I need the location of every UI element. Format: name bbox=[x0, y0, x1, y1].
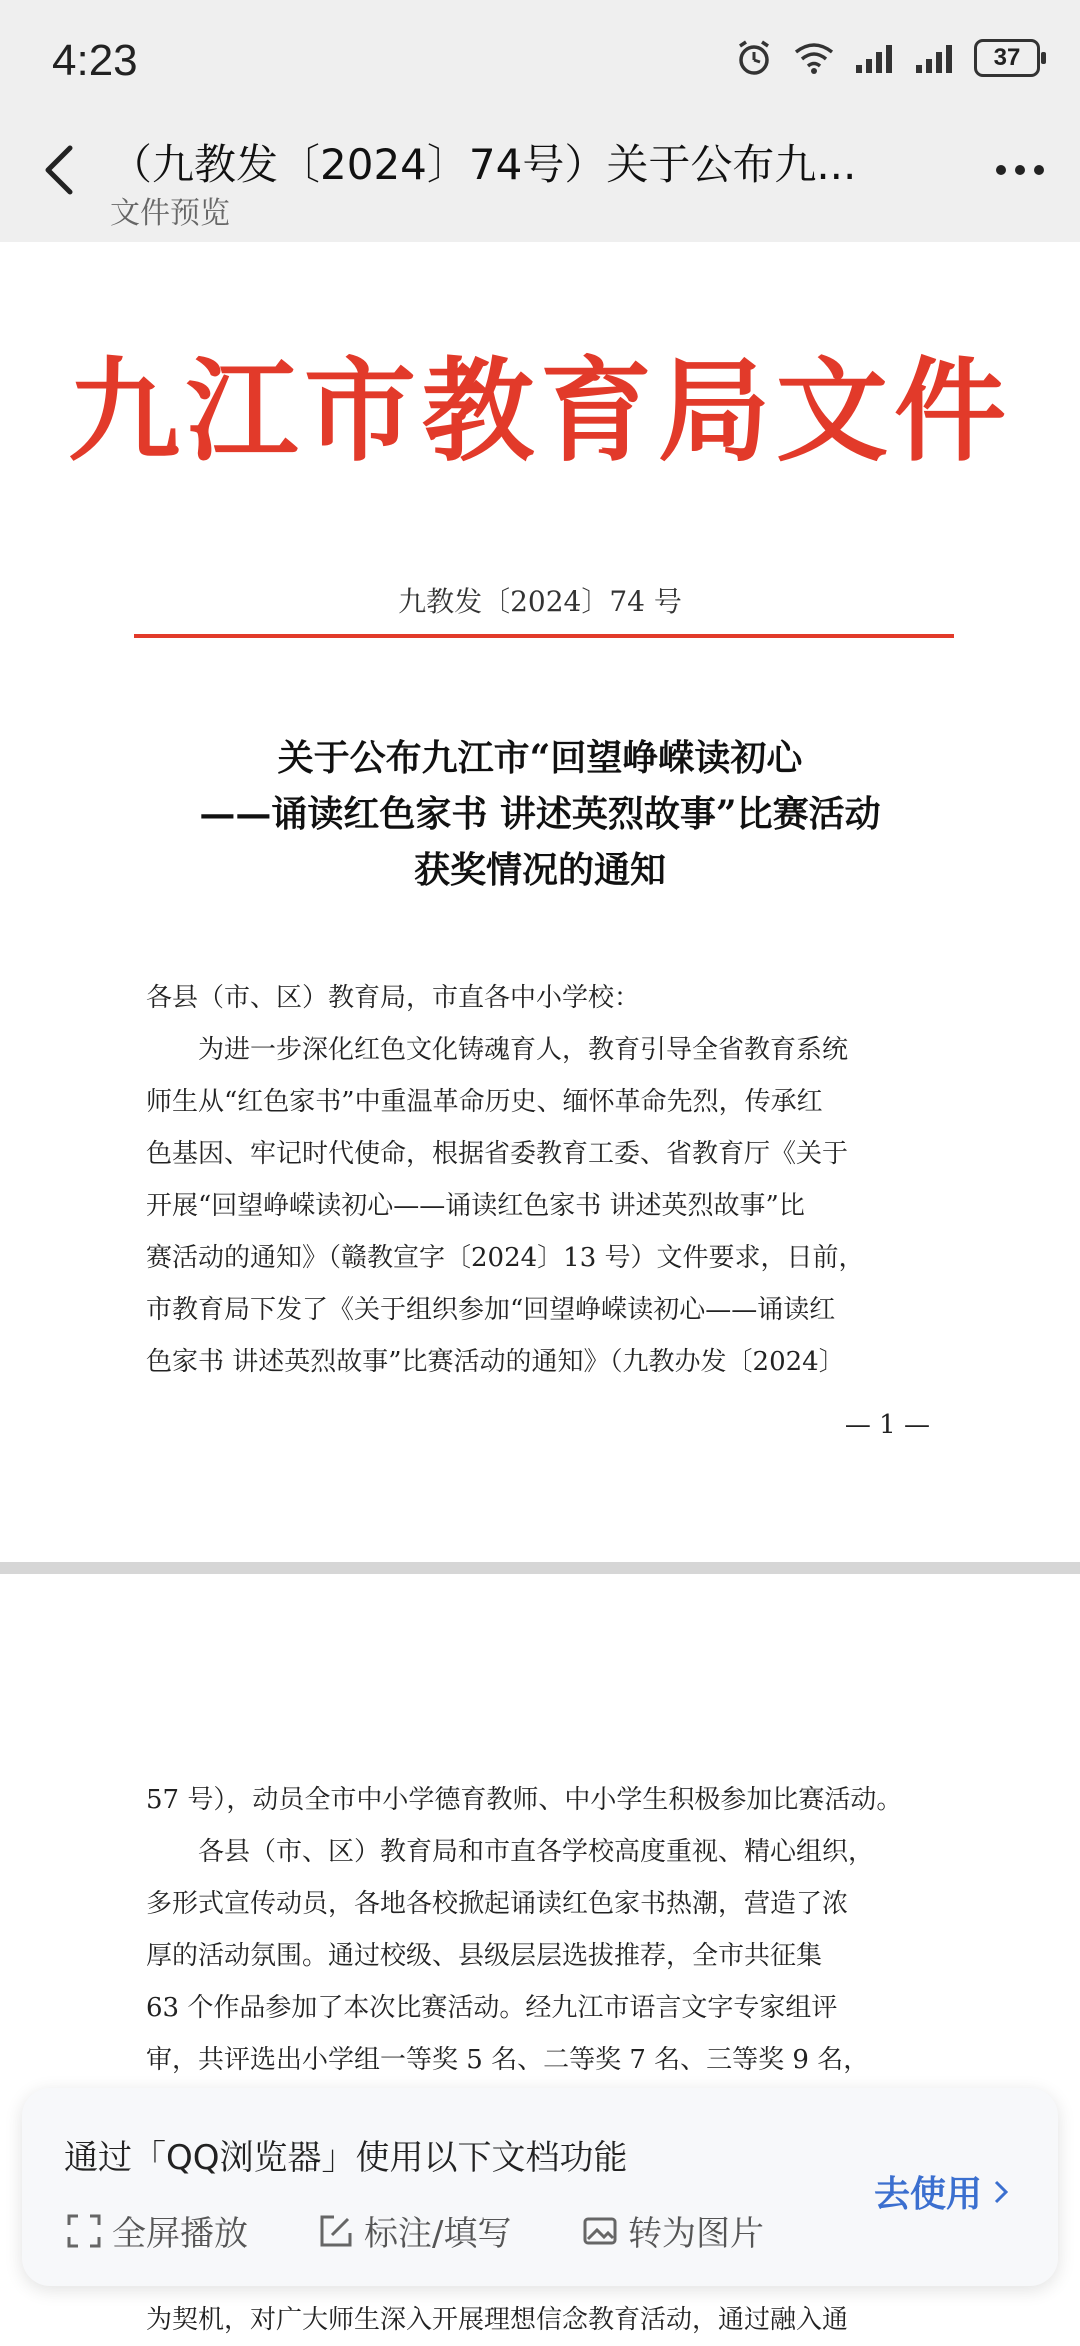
feature-label: 转为图片 bbox=[628, 2214, 764, 2254]
status-time: 4:23 bbox=[52, 36, 138, 85]
body-line: 审，共评选出小学组一等奖 5 名、二等奖 7 名、三等奖 9 名， bbox=[146, 2045, 870, 2075]
chevron-left-icon bbox=[40, 144, 80, 196]
document-heading bbox=[120, 730, 960, 898]
annotate-feature[interactable] bbox=[318, 2206, 511, 2255]
body-line: 63 个作品参加了本次比赛活动。经九江市语言文字专家组评 bbox=[146, 1993, 838, 2023]
battery-indicator: 37 bbox=[974, 39, 1040, 77]
heading-line: 获奖情况的通知 bbox=[413, 849, 666, 891]
promo-title: 通过「QQ浏览器」使用以下文档功能 bbox=[64, 2138, 628, 2178]
qq-browser-promo-card bbox=[22, 2088, 1058, 2286]
body-line: 开展“回望峥嵘读初心——诵读红色家书 讲述英烈故事”比 bbox=[146, 1191, 805, 1221]
heading-line: ——诵读红色家书 讲述英烈故事”比赛活动 bbox=[199, 793, 881, 835]
status-icons bbox=[734, 38, 1040, 78]
signal-icon bbox=[854, 41, 896, 75]
use-now-button[interactable] bbox=[874, 2166, 1010, 2217]
alarm-icon bbox=[734, 38, 774, 78]
signal-icon-2 bbox=[914, 41, 956, 75]
body-line: 各县（市、区）教育局和市直各学校高度重视、精心组织， bbox=[198, 1837, 875, 1867]
document-body-page-2 bbox=[146, 1774, 946, 2086]
body-line: 多形式宣传动员，各地各校掀起诵读红色家书热潮，营造了浓 bbox=[146, 1889, 849, 1919]
page-subtitle: 文件预览 bbox=[110, 196, 230, 231]
feature-label: 标注/填写 bbox=[364, 2214, 512, 2254]
to-image-feature[interactable] bbox=[582, 2206, 764, 2255]
body-line: 为契机，对广大师生深入开展理想信念教育活动，通过融入通 bbox=[146, 2305, 849, 2335]
body-line: 市教育局下发了《关于组织参加“回望峥嵘读初心——诵读红 bbox=[146, 1295, 836, 1325]
document-number: 九教发〔2024〕74 号 bbox=[398, 585, 682, 618]
document-body-page-2-bottom bbox=[146, 2294, 946, 2346]
page-title: （九教发〔2024〕74号）关于公布九... bbox=[110, 140, 857, 189]
feature-label: 全屏播放 bbox=[112, 2214, 248, 2254]
body-line: 厚的活动氛围。通过校级、县级层层选拔推荐，全市共征集 bbox=[146, 1941, 823, 1971]
more-dots-icon bbox=[995, 164, 1045, 176]
more-button[interactable] bbox=[990, 150, 1050, 190]
edit-icon bbox=[318, 2213, 354, 2249]
wifi-icon bbox=[792, 40, 836, 76]
status-bar bbox=[0, 0, 1080, 110]
page-number: — 1 — bbox=[844, 1410, 930, 1440]
fullscreen-icon bbox=[66, 2213, 102, 2249]
document-body-page-1 bbox=[146, 972, 946, 1388]
letterhead-divider bbox=[134, 634, 954, 638]
back-button[interactable] bbox=[30, 140, 90, 200]
body-line: 57 号），动员全市中小学德育教师、中小学生积极参加比赛活动。 bbox=[146, 1785, 903, 1815]
document-letterhead: 九江市教育局文件 bbox=[68, 346, 1012, 477]
heading-line: 关于公布九江市“回望峥嵘读初心 bbox=[277, 737, 803, 779]
body-line: 为进一步深化红色文化铸魂育人，教育引导全省教育系统 bbox=[198, 1035, 849, 1065]
app-header bbox=[0, 110, 1080, 242]
image-icon bbox=[582, 2213, 618, 2249]
body-line: 师生从“红色家书”中重温革命历史、缅怀革命先烈，传承红 bbox=[146, 1087, 823, 1117]
page-separator bbox=[0, 1562, 1080, 1574]
fullscreen-feature[interactable] bbox=[66, 2206, 248, 2255]
salutation-line: 各县（市、区）教育局，市直各中小学校： bbox=[146, 983, 641, 1013]
body-line: 赛活动的通知》（赣教宣字〔2024〕13 号）文件要求，日前， bbox=[146, 1243, 865, 1273]
body-line: 色基因、牢记时代使命，根据省委教育工委、省教育厅《关于 bbox=[146, 1139, 849, 1169]
body-line: 色家书 讲述英烈故事”比赛活动的通知》（九教办发〔2024〕 bbox=[146, 1347, 845, 1377]
use-now-label: 去使用 bbox=[873, 2174, 982, 2215]
document-page-1 bbox=[0, 242, 1080, 1562]
chevron-right-icon bbox=[992, 2178, 1010, 2206]
